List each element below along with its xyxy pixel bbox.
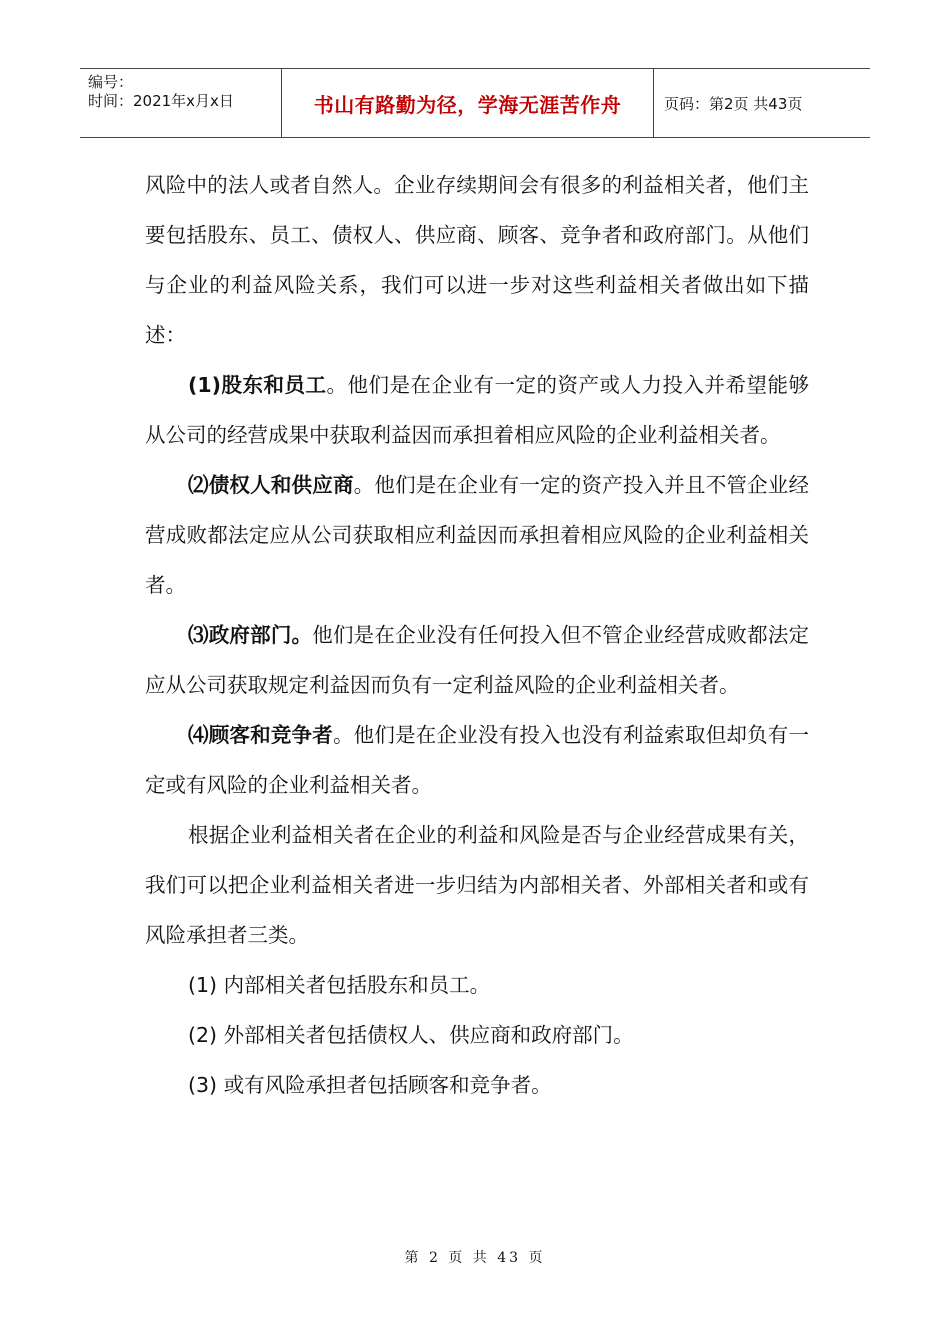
- item-2-number: ⑵: [188, 473, 209, 497]
- paragraph-item-2: [145, 460, 809, 610]
- item-2-text: 。他们是在企业有一定的资产投入并且不管企业经营成败都法定应从公司获取相应利益因而承担着相应风险的企业利益相关者。: [145, 473, 810, 597]
- item-4-title: 顾客和竞争者: [208, 723, 333, 747]
- list-item-1: [145, 960, 809, 1010]
- list-2-text: 外部相关者包括债权人、供应商和政府部门。: [223, 1023, 634, 1047]
- document-header: [80, 68, 870, 138]
- header-number-label: 编号：: [88, 73, 134, 91]
- item-1-number: (1): [188, 373, 222, 397]
- paragraph-item-4: [145, 710, 809, 810]
- header-motto-cell: [282, 69, 654, 137]
- item-3-number: ⑶: [188, 623, 209, 647]
- header-motto: 书山有路勤为径，学海无涯苦作舟: [313, 92, 622, 117]
- item-2-title: 债权人和供应商: [208, 473, 354, 497]
- list-1-number: (1): [188, 973, 218, 997]
- list-3-number: (3): [188, 1073, 218, 1097]
- list-3-text: 或有风险承担者包括顾客和竞争者。: [223, 1073, 552, 1097]
- header-meta: [80, 69, 282, 137]
- item-4-text: 。他们是在企业没有投入也没有利益索取但却负有一定或有风险的企业利益相关者。: [145, 723, 810, 797]
- paragraph-item-1: [145, 360, 809, 460]
- list-item-2: [145, 1010, 809, 1060]
- item-1-text: 。他们是在企业有一定的资产或人力投入并希望能够从公司的经营成果中获取利益因而承担着相应风险的企业利益相关者。: [145, 373, 810, 447]
- header-time-label: 时间：2021年x月x日: [88, 92, 234, 110]
- header-page-info: 页码：第2页 共43页: [664, 94, 803, 113]
- item-4-number: ⑷: [188, 723, 209, 747]
- list-2-number: (2): [188, 1023, 218, 1047]
- document-body: [145, 160, 809, 1110]
- paragraph-intro: 风险中的法人或者自然人。企业存续期间会有很多的利益相关者，他们主要包括股东、员工、债权人、供应商、顾客、竞争者和政府部门。从他们与企业的利益风险关系，我们可以进一步对这些利益相关者做出如下描述：: [145, 173, 809, 347]
- paragraph-summary: 根据企业利益相关者在企业的利益和风险是否与企业经营成果有关，我们可以把企业利益相关者进一步归结为内部相关者、外部相关者和或有风险承担者三类。: [145, 823, 809, 947]
- list-1-text: 内部相关者包括股东和员工。: [223, 973, 491, 997]
- item-3-text: 他们是在企业没有任何投入但不管企业经营成败都法定应从公司获取规定利益因而负有一定利益风险的企业利益相关者。: [145, 623, 810, 697]
- item-1-title: 股东和员工: [221, 373, 327, 397]
- paragraph-item-3: [145, 610, 809, 710]
- item-3-title: 政府部门。: [208, 623, 313, 647]
- page-footer: 第 2 页 共 43 页: [404, 1250, 546, 1266]
- list-item-3: [145, 1060, 809, 1110]
